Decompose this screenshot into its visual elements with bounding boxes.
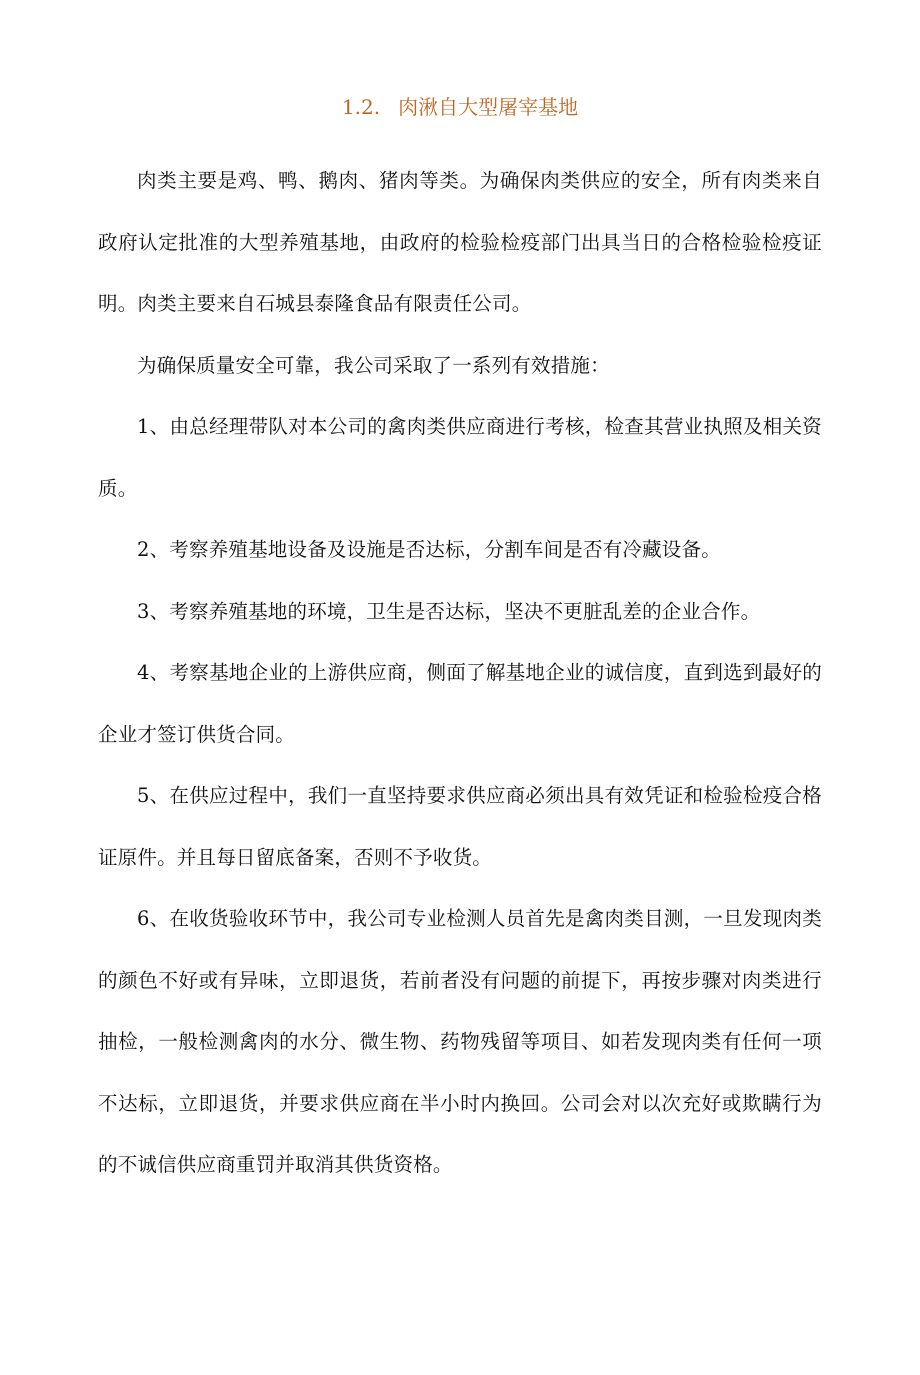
paragraph-measure-1: 1、由总经理带队对本公司的禽肉类供应商进行考核，检查其营业执照及相关资质。 xyxy=(98,415,822,500)
section-heading xyxy=(0,92,920,122)
paragraph-measures-lead: 为确保质量安全可靠，我公司采取了一系列有效措施： xyxy=(137,353,610,377)
paragraph-intro: 肉类主要是鸡、鸭、鹅肉、猪肉等类。为确保肉类供应的安全，所有肉类来自政府认定批准的大型养殖基地，由政府的检验检疫部门出具当日的合格检验检疫证明。肉类主要来自石城县泰隆食品有限责任公司。 xyxy=(98,169,822,315)
paragraph-measure-3: 3、考察养殖基地的环境，卫生是否达标，坚决不更脏乱差的企业合作。 xyxy=(137,599,761,623)
paragraph-measure-2: 2、考察养殖基地设备及设施是否达标，分割车间是否有冷藏设备。 xyxy=(137,538,721,561)
paragraph-measure-4: 4、考察基地企业的上游供应商，侧面了解基地企业的诚信度，直到选到最好的企业才签订供货合同。 xyxy=(98,661,822,746)
section-number: 1.2. xyxy=(341,95,381,119)
paragraph-measure-6: 6、在收货验收环节中，我公司专业检测人员首先是禽肉类目测，一旦发现肉类的颜色不好或有异味，立即退货，若前者没有问题的前提下，再按步骤对肉类进行抽检，一般检测禽肉的水分、微生物、药物残留等项目、如若发现肉类有任何一项不达标，立即退货，并要求供应商在半小时内换回。公司会对以次充好或欺瞒行为的不诚信供应商重罚并取消其供货资格。 xyxy=(98,907,822,1176)
paragraph-measure-5: 5、在供应过程中，我们一直坚持要求供应商必须出具有效凭证和检验检疫合格证原件。并且每日留底备案，否则不予收货。 xyxy=(98,784,822,869)
section-title: 肉湫自大型屠宰基地 xyxy=(398,95,579,119)
document-body xyxy=(98,150,822,1196)
